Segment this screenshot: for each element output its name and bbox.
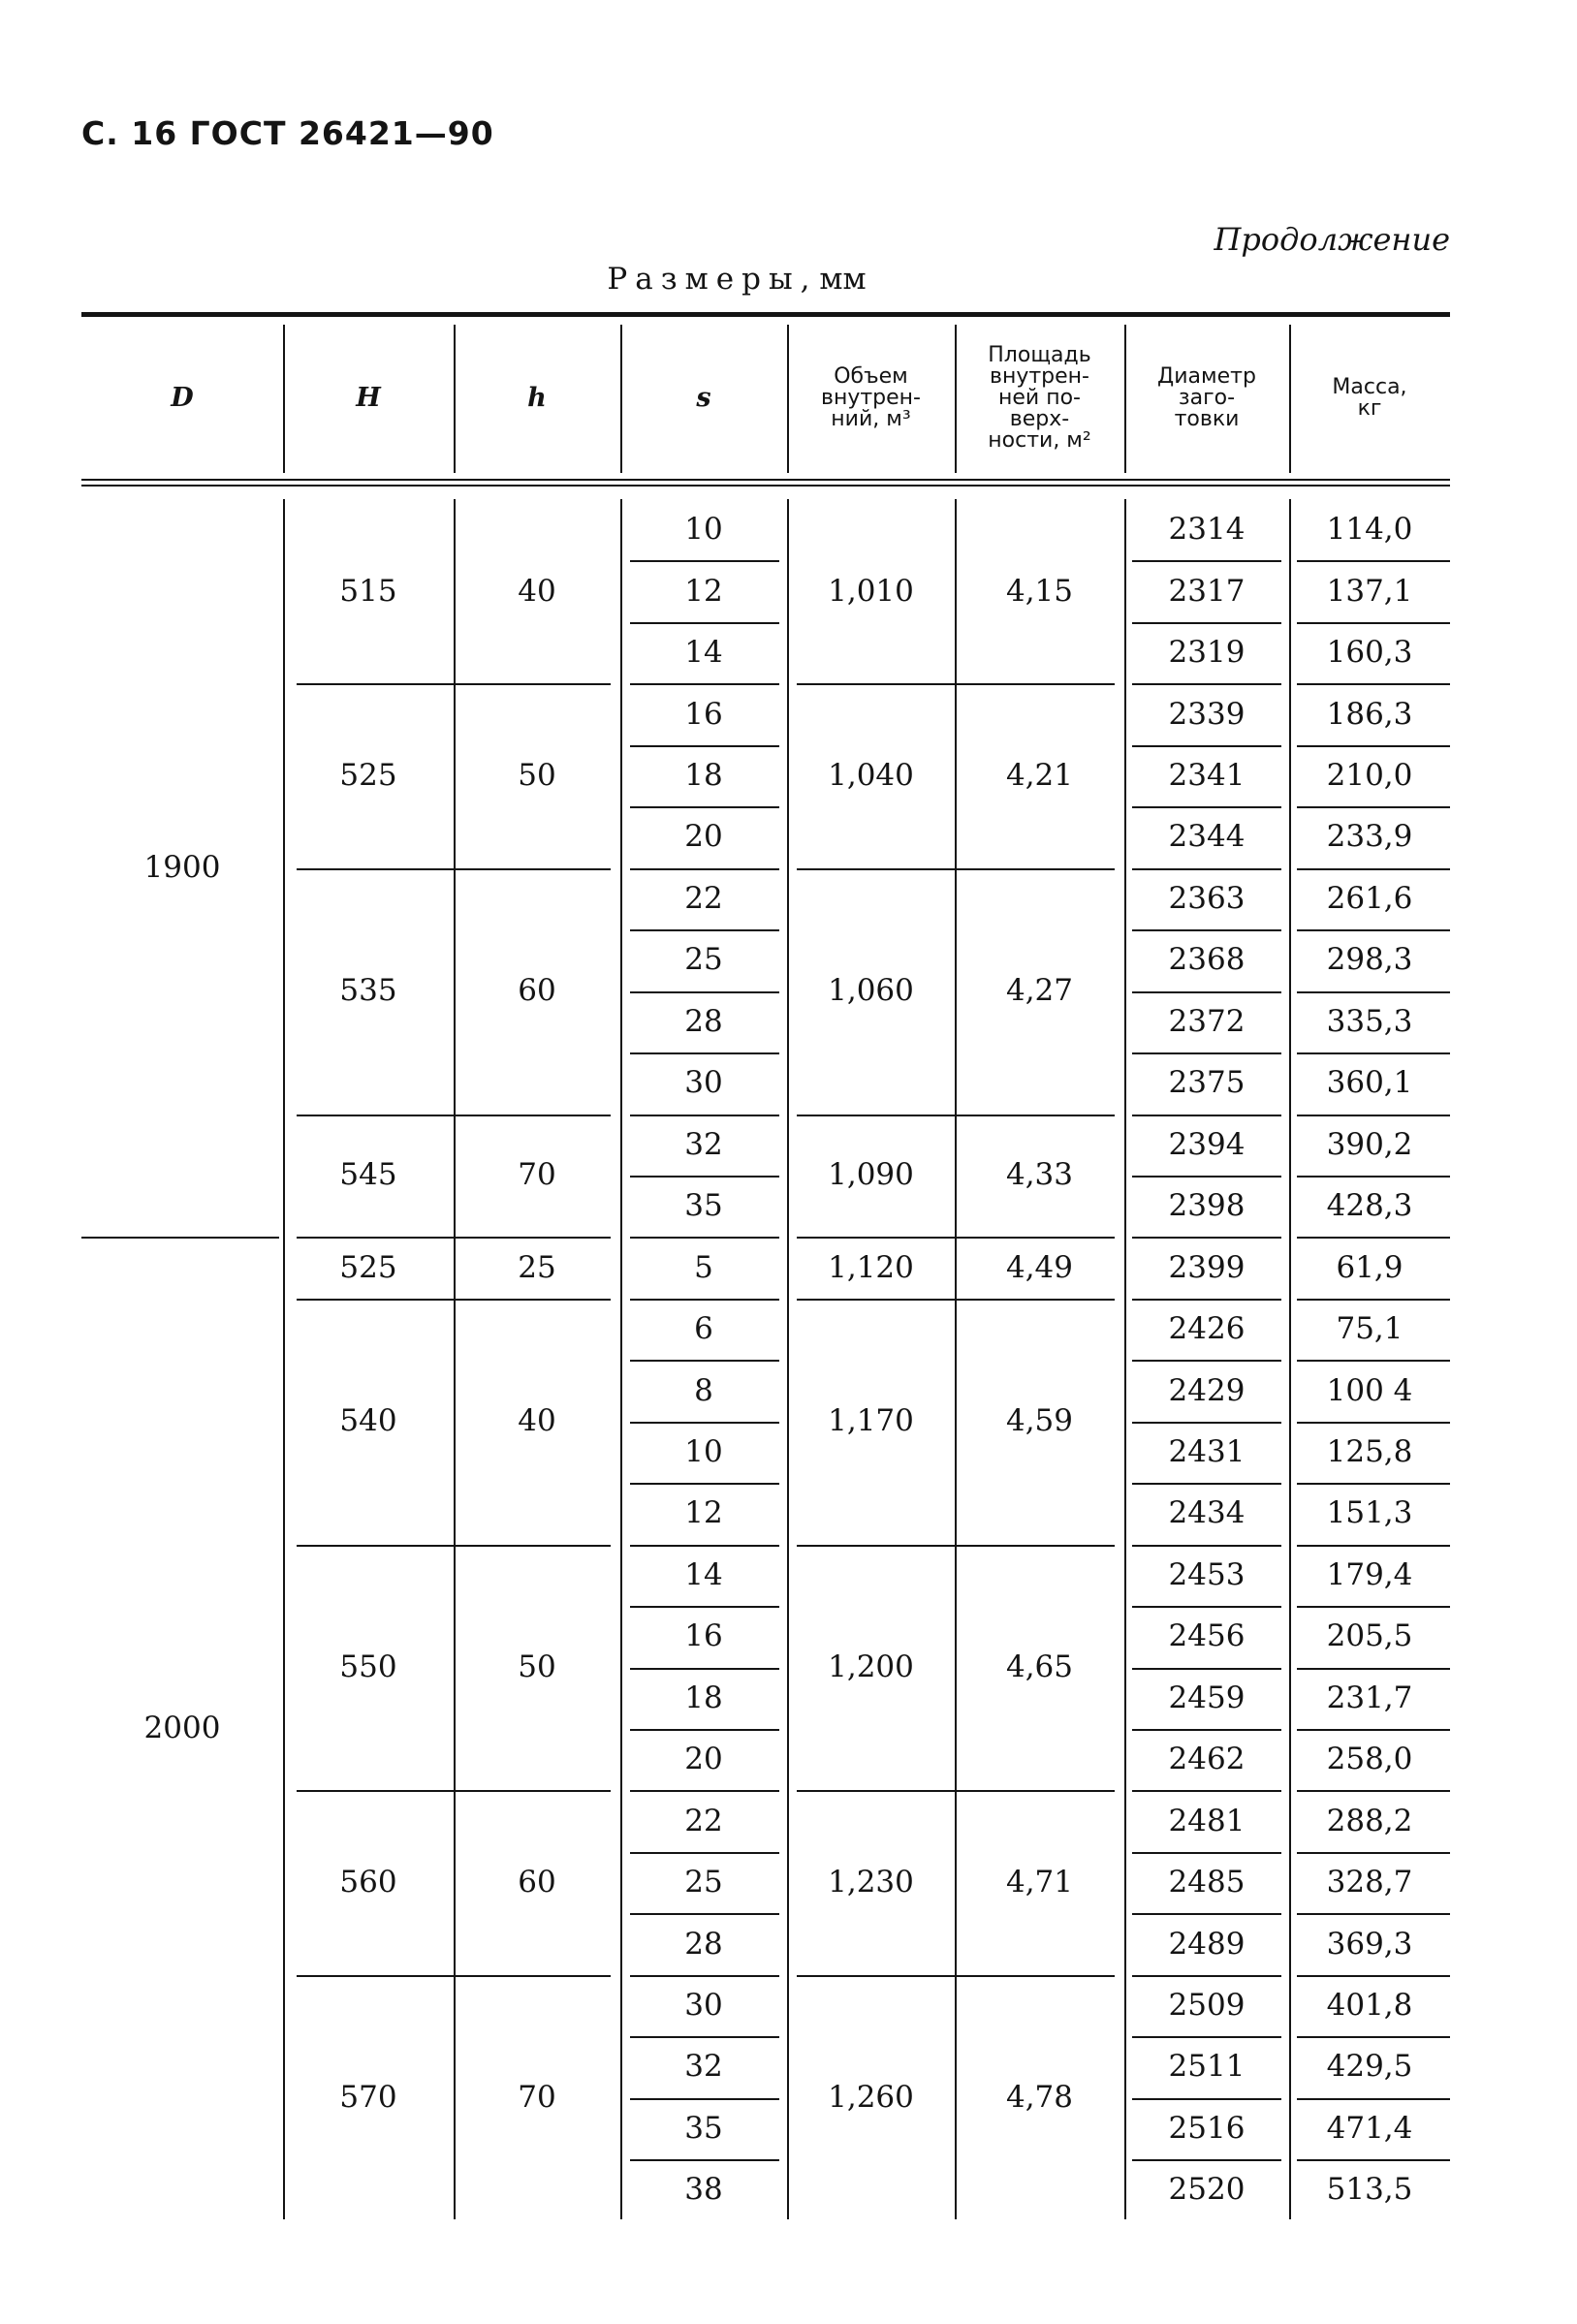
cell-h-flange: 40 <box>518 573 556 609</box>
cell-d: 1900 <box>143 850 221 886</box>
header-blank-diameter <box>1124 320 1289 477</box>
cell-mass: 261,6 <box>1326 880 1413 916</box>
header-line: ности, м² <box>988 428 1091 453</box>
cell-mass: 513,5 <box>1326 2172 1413 2208</box>
cell-mass: 233,9 <box>1326 819 1413 855</box>
cell-h-height: 560 <box>339 1865 397 1900</box>
caption-word: Размеры <box>607 262 801 297</box>
cell-mass: 75,1 <box>1336 1311 1404 1347</box>
cell-mass: 258,0 <box>1326 1742 1413 1777</box>
cell-s: 28 <box>684 1926 723 1962</box>
cell-s: 16 <box>684 696 723 732</box>
header-d: D <box>171 383 194 413</box>
header-area <box>955 320 1124 477</box>
cell-mass: 210,0 <box>1326 758 1413 794</box>
cell-area: 4,78 <box>1005 2080 1074 2116</box>
cell-volume: 1,060 <box>828 973 914 1009</box>
cell-area: 4,27 <box>1005 973 1074 1009</box>
cell-s: 28 <box>684 1003 723 1039</box>
cell-s: 25 <box>684 1865 723 1900</box>
cell-mass: 360,1 <box>1326 1065 1413 1101</box>
cell-mass: 100 4 <box>1326 1372 1413 1408</box>
cell-s: 32 <box>684 2049 723 2085</box>
table-top-rule <box>81 312 1450 317</box>
cell-h-flange: 50 <box>518 758 556 794</box>
cell-blank-diameter: 2317 <box>1168 573 1246 609</box>
cell-s: 5 <box>694 1249 713 1285</box>
header-h-flange: h <box>527 383 547 413</box>
header-line: ний, м³ <box>831 407 911 431</box>
header-line: Масса, <box>1332 375 1407 399</box>
cell-h-flange: 25 <box>518 1249 556 1285</box>
cell-blank-diameter: 2485 <box>1168 1865 1246 1900</box>
cell-s: 14 <box>684 1556 723 1592</box>
cell-s: 35 <box>684 1188 723 1224</box>
cell-h-height: 570 <box>339 2080 397 2116</box>
cell-volume: 1,200 <box>828 1649 914 1685</box>
cell-s: 16 <box>684 1618 723 1654</box>
cell-mass: 298,3 <box>1326 942 1413 978</box>
cell-s: 10 <box>684 1433 723 1469</box>
cell-s: 14 <box>684 635 723 671</box>
cell-s: 12 <box>684 573 723 609</box>
cell-blank-diameter: 2319 <box>1168 635 1246 671</box>
cell-blank-diameter: 2426 <box>1168 1311 1246 1347</box>
cell-blank-diameter: 2394 <box>1168 1126 1246 1162</box>
cell-s: 20 <box>684 819 723 855</box>
cell-area: 4,65 <box>1005 1649 1074 1685</box>
cell-blank-diameter: 2372 <box>1168 1003 1246 1039</box>
cell-blank-diameter: 2368 <box>1168 942 1246 978</box>
cell-volume: 1,090 <box>828 1157 914 1193</box>
cell-h-flange: 60 <box>518 973 556 1009</box>
cell-s: 10 <box>684 512 723 548</box>
cell-mass: 369,3 <box>1326 1926 1413 1962</box>
cell-h-height: 525 <box>339 1249 397 1285</box>
cell-s: 22 <box>684 880 723 916</box>
cell-s: 32 <box>684 1126 723 1162</box>
cell-blank-diameter: 2520 <box>1168 2172 1246 2208</box>
cell-s: 18 <box>684 758 723 794</box>
cell-blank-diameter: 2511 <box>1168 2049 1246 2085</box>
cell-volume: 1,230 <box>828 1865 914 1900</box>
header-line: внутрен- <box>989 364 1089 389</box>
cell-area: 4,71 <box>1005 1865 1074 1900</box>
cell-blank-diameter: 2398 <box>1168 1188 1246 1224</box>
cell-s: 8 <box>694 1372 713 1408</box>
cell-blank-diameter: 2339 <box>1168 696 1246 732</box>
cell-mass: 335,3 <box>1326 1003 1413 1039</box>
cell-volume: 1,170 <box>828 1403 914 1439</box>
header-volume <box>787 320 955 477</box>
cell-mass: 114,0 <box>1326 512 1413 548</box>
cell-mass: 137,1 <box>1326 573 1413 609</box>
cell-s: 25 <box>684 942 723 978</box>
cell-area: 4,33 <box>1005 1157 1074 1193</box>
continuation-label: Продолжение <box>1214 221 1450 258</box>
cell-h-flange: 40 <box>518 1403 556 1439</box>
cell-s: 6 <box>694 1311 713 1347</box>
page-header: С. 16 ГОСТ 26421—90 <box>81 114 494 152</box>
cell-area: 4,59 <box>1005 1403 1074 1439</box>
cell-blank-diameter: 2509 <box>1168 1988 1246 2024</box>
cell-area: 4,49 <box>1005 1249 1074 1285</box>
cell-blank-diameter: 2344 <box>1168 819 1246 855</box>
cell-blank-diameter: 2459 <box>1168 1680 1246 1715</box>
header-line: Объем <box>834 364 908 389</box>
cell-mass: 401,8 <box>1326 1988 1413 2024</box>
cell-mass: 160,3 <box>1326 635 1413 671</box>
cell-volume: 1,260 <box>828 2080 914 2116</box>
header-line: ней по- <box>998 386 1081 410</box>
header-line: товки <box>1174 407 1240 431</box>
cell-blank-diameter: 2489 <box>1168 1926 1246 1962</box>
cell-mass: 428,3 <box>1326 1188 1413 1224</box>
cell-blank-diameter: 2434 <box>1168 1495 1246 1531</box>
cell-mass: 328,7 <box>1326 1865 1413 1900</box>
cell-blank-diameter: 2399 <box>1168 1249 1246 1285</box>
header-line: кг <box>1357 396 1382 421</box>
header-line: заго- <box>1178 386 1236 410</box>
cell-s: 30 <box>684 1065 723 1101</box>
header-line: Площадь <box>988 343 1091 367</box>
cell-blank-diameter: 2363 <box>1168 880 1246 916</box>
cell-volume: 1,010 <box>828 573 914 609</box>
header-bottom-rule <box>81 479 1450 481</box>
cell-s: 38 <box>684 2172 723 2208</box>
cell-mass: 231,7 <box>1326 1680 1413 1715</box>
header-mass <box>1289 320 1450 477</box>
cell-s: 22 <box>684 1803 723 1838</box>
cell-blank-diameter: 2341 <box>1168 758 1246 794</box>
cell-mass: 125,8 <box>1326 1433 1413 1469</box>
cell-blank-diameter: 2456 <box>1168 1618 1246 1654</box>
header-h-height: H <box>356 383 381 413</box>
cell-blank-diameter: 2314 <box>1168 512 1246 548</box>
cell-mass: 429,5 <box>1326 2049 1413 2085</box>
cell-blank-diameter: 2453 <box>1168 1556 1246 1592</box>
cell-h-flange: 50 <box>518 1649 556 1685</box>
cell-blank-diameter: 2462 <box>1168 1742 1246 1777</box>
cell-blank-diameter: 2375 <box>1168 1065 1246 1101</box>
cell-h-flange: 60 <box>518 1865 556 1900</box>
cell-blank-diameter: 2481 <box>1168 1803 1246 1838</box>
cell-mass: 390,2 <box>1326 1126 1413 1162</box>
cell-volume: 1,120 <box>828 1249 914 1285</box>
cell-h-height: 545 <box>339 1157 397 1193</box>
caption-unit: , мм <box>800 262 867 297</box>
cell-h-height: 525 <box>339 758 397 794</box>
cell-s: 30 <box>684 1988 723 2024</box>
header-line: верх- <box>1009 407 1070 431</box>
cell-s: 20 <box>684 1742 723 1777</box>
cell-d: 2000 <box>143 1711 221 1746</box>
cell-h-flange: 70 <box>518 2080 556 2116</box>
cell-h-height: 550 <box>339 1649 397 1685</box>
cell-blank-diameter: 2429 <box>1168 1372 1246 1408</box>
cell-mass: 61,9 <box>1336 1249 1404 1285</box>
cell-h-flange: 70 <box>518 1157 556 1193</box>
header-line: Диаметр <box>1157 364 1256 389</box>
cell-blank-diameter: 2516 <box>1168 2110 1246 2146</box>
cell-mass: 288,2 <box>1326 1803 1413 1838</box>
cell-mass: 471,4 <box>1326 2110 1413 2146</box>
cell-h-height: 535 <box>339 973 397 1009</box>
cell-area: 4,21 <box>1005 758 1074 794</box>
cell-s: 12 <box>684 1495 723 1531</box>
cell-mass: 179,4 <box>1326 1556 1413 1592</box>
header-bottom-rule-double <box>81 485 1450 487</box>
header-s-thickness: s <box>696 383 711 413</box>
cell-area: 4,15 <box>1005 573 1074 609</box>
cell-h-height: 540 <box>339 1403 397 1439</box>
cell-volume: 1,040 <box>828 758 914 794</box>
cell-s: 35 <box>684 2110 723 2146</box>
cell-mass: 186,3 <box>1326 696 1413 732</box>
cell-mass: 151,3 <box>1326 1495 1413 1531</box>
cell-h-height: 515 <box>339 573 397 609</box>
header-line: внутрен- <box>820 386 921 410</box>
cell-mass: 205,5 <box>1326 1618 1413 1654</box>
cell-s: 18 <box>684 1680 723 1715</box>
cell-blank-diameter: 2431 <box>1168 1433 1246 1469</box>
